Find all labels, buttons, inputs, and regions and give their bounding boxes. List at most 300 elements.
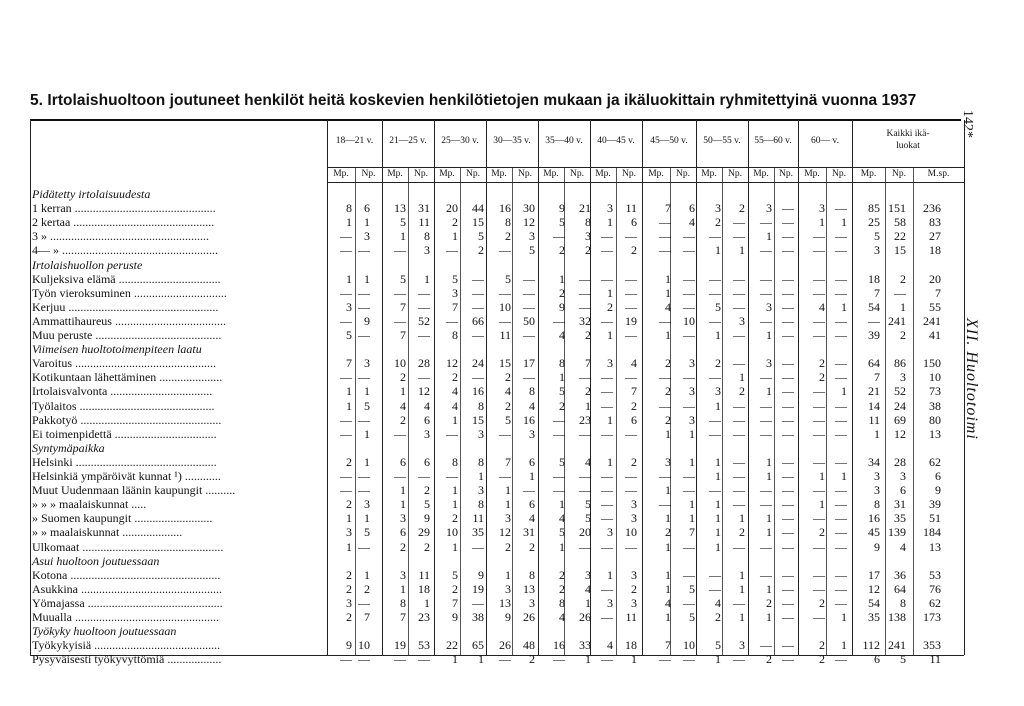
row-label: Varoitus ...............................................: [32, 356, 216, 371]
table-cell: 62: [929, 454, 941, 469]
table-cell: —: [813, 412, 825, 427]
table-cell: 20: [579, 525, 591, 540]
table-cell: 1: [346, 215, 352, 230]
table-cell: 13: [523, 581, 535, 596]
table-cell: 2: [665, 384, 671, 399]
table-cell: 1: [766, 229, 772, 244]
table-cell: 1: [505, 483, 511, 498]
table-cell: —: [782, 567, 794, 582]
table-cell: 2: [766, 652, 772, 667]
table-cell: 3: [631, 567, 637, 582]
table-cell: —: [601, 313, 613, 328]
table-cell: 1: [715, 652, 721, 667]
table-cell: —: [683, 299, 695, 314]
table-cell: 1: [819, 469, 825, 483]
table-cell: 1: [739, 370, 745, 385]
table-cell: —: [499, 285, 511, 300]
table-cell: 9: [935, 483, 941, 498]
table-cell: —: [782, 610, 794, 624]
age-group-header: 30—35 v.: [493, 136, 531, 146]
row-label: Kotikuntaan lähettäminen .....................: [32, 370, 223, 385]
table-cell: —: [709, 370, 721, 385]
table-cell: 11: [499, 328, 511, 342]
header-rule: [327, 167, 964, 168]
table-cell: 18: [418, 581, 430, 596]
table-cell: —: [683, 370, 695, 385]
table-cell: 1: [346, 539, 352, 554]
table-cell: 8: [400, 595, 406, 610]
table-cell: 58: [894, 215, 906, 230]
table-cell: 2: [364, 581, 370, 596]
table-cell: 1: [364, 511, 370, 526]
row-label: Helsinkiä ympäröivät kunnat ¹) ............: [32, 469, 221, 483]
table-cell: —: [733, 412, 745, 427]
table-cell: —: [835, 328, 847, 342]
table-cell: 1: [715, 539, 721, 554]
table-cell: 4: [505, 384, 511, 399]
subheader-np: Np.: [892, 169, 906, 179]
table-cell: —: [418, 469, 430, 483]
table-cell: —: [446, 243, 458, 258]
table-cell: 15: [472, 412, 484, 427]
table-cell: 83: [929, 215, 941, 230]
table-cell: 1: [364, 215, 370, 230]
table-cell: 73: [929, 384, 941, 399]
table-cell: 7: [505, 454, 511, 469]
table-cell: 8: [900, 595, 906, 610]
table-cell: 1: [478, 469, 484, 483]
table-cell: 33: [579, 638, 591, 653]
table-cell: 3: [400, 567, 406, 582]
table-cell: —: [446, 426, 458, 441]
table-cell: 3: [607, 525, 613, 540]
table-cell: 236: [923, 201, 941, 216]
table-cell: 4: [529, 511, 535, 526]
table-cell: 2: [505, 398, 511, 413]
table-cell: —: [601, 581, 613, 596]
table-cell: 12: [499, 525, 511, 540]
table-cell: 1: [665, 511, 671, 526]
table-cell: —: [813, 581, 825, 596]
table-cell: 23: [418, 610, 430, 624]
table-cell: 6: [631, 215, 637, 230]
table-cell: 48: [523, 638, 535, 653]
subheader-mp: Mp.: [648, 169, 664, 179]
subheader-mp: Mp.: [860, 169, 877, 179]
table-cell: —: [709, 483, 721, 498]
table-cell: 6: [631, 412, 637, 427]
table-cell: 2: [900, 271, 906, 286]
table-cell: 1: [841, 610, 847, 624]
table-cell: —: [813, 285, 825, 300]
table-cell: 3: [715, 201, 721, 216]
table-cell: —: [782, 525, 794, 540]
table-cell: 1: [739, 243, 745, 258]
table-cell: 65: [472, 638, 484, 653]
table-cell: 2: [346, 610, 352, 624]
table-cell: 3: [874, 483, 880, 498]
subheader-np: Np.: [518, 169, 532, 179]
table-cell: —: [340, 469, 352, 483]
page-number: 142*: [960, 110, 975, 138]
table-cell: —: [760, 497, 772, 512]
table-cell: 1: [424, 271, 430, 286]
table-cell: 2: [819, 652, 825, 667]
table-cell: 15: [894, 243, 906, 258]
table-cell: 8: [874, 497, 880, 512]
table-cell: —: [659, 215, 671, 230]
table-cell: 4: [665, 299, 671, 314]
table-cell: 3: [585, 229, 591, 244]
table-cell: —: [733, 454, 745, 469]
table-cell: —: [394, 652, 406, 667]
table-cell: 8: [529, 567, 535, 582]
table-cell: —: [733, 595, 745, 610]
table-cell: —: [782, 370, 794, 385]
table-cell: —: [625, 271, 637, 286]
row-label: Työlaitos .............................................: [32, 398, 215, 413]
table-cell: —: [579, 539, 591, 554]
age-group-header: 21—25 v.: [389, 136, 427, 146]
table-cell: —: [553, 313, 565, 328]
table-cell: 3: [585, 567, 591, 582]
subheader-np: Np.: [570, 169, 584, 179]
table-cell: 3: [631, 511, 637, 526]
table-cell: —: [659, 497, 671, 512]
table-cell: 5: [400, 215, 406, 230]
table-cell: —: [523, 285, 535, 300]
table-cell: 5: [559, 384, 565, 399]
table-cell: —: [733, 497, 745, 512]
row-label: Muualla ................................................: [32, 610, 219, 624]
table-cell: 8: [505, 215, 511, 230]
table-cell: 10: [625, 525, 637, 540]
table-cell: 53: [418, 638, 430, 653]
table-cell: 5: [505, 271, 511, 286]
table-cell: —: [733, 398, 745, 413]
table-cell: —: [782, 313, 794, 328]
row-label: Pakkotyö ...............................................: [32, 412, 222, 427]
table-cell: —: [340, 426, 352, 441]
table-cell: —: [683, 483, 695, 498]
table-cell: —: [835, 497, 847, 512]
table-cell: 18: [625, 638, 637, 653]
table-cell: 38: [929, 398, 941, 413]
table-cell: —: [813, 243, 825, 258]
table-cell: 1: [715, 454, 721, 469]
table-cell: —: [358, 299, 370, 314]
table-cell: —: [358, 285, 370, 300]
subheader-mp: Mp.: [387, 169, 403, 179]
section-heading: Asui huoltoon joutuessaan: [32, 553, 160, 568]
table-cell: 2: [900, 328, 906, 342]
age-group-header: 55—60 v.: [754, 136, 792, 146]
table-cell: —: [782, 215, 794, 230]
table-cell: 1: [739, 610, 745, 624]
table-cell: —: [625, 539, 637, 554]
table-cell: 1: [766, 525, 772, 540]
table-cell: 20: [446, 201, 458, 216]
table-cell: 5: [559, 525, 565, 540]
table-cell: 139: [888, 525, 906, 540]
table-cell: —: [579, 370, 591, 385]
table-cell: 6: [689, 201, 695, 216]
table-cell: 2: [452, 511, 458, 526]
subheader-rule: [327, 182, 964, 183]
table-cell: —: [499, 313, 511, 328]
table-cell: 9: [874, 539, 880, 554]
row-label: » Suomen kaupungit ..........................: [32, 511, 213, 526]
table-cell: —: [340, 483, 352, 498]
table-cell: 10: [499, 299, 511, 314]
table-cell: —: [835, 412, 847, 427]
table-cell: 1: [452, 652, 458, 667]
table-cell: —: [813, 511, 825, 526]
table-cell: 2: [819, 525, 825, 540]
table-cell: 11: [418, 215, 430, 230]
table-cell: 5: [400, 271, 406, 286]
table-cell: 6: [400, 454, 406, 469]
table-cell: 1: [478, 652, 484, 667]
table-cell: 1: [400, 384, 406, 399]
table-cell: —: [472, 299, 484, 314]
table-cell: 13: [929, 426, 941, 441]
table-cell: 1: [346, 511, 352, 526]
table-cell: 1: [452, 483, 458, 498]
table-cell: —: [683, 567, 695, 582]
table-cell: 6: [529, 497, 535, 512]
table-cell: 26: [523, 610, 535, 624]
table-cell: —: [579, 426, 591, 441]
table-cell: 5: [424, 497, 430, 512]
table-cell: —: [625, 328, 637, 342]
table-cell: 7: [400, 328, 406, 342]
table-cell: —: [499, 426, 511, 441]
table-cell: 3: [529, 229, 535, 244]
table-cell: 5: [689, 581, 695, 596]
table-cell: 6: [400, 525, 406, 540]
table-cell: —: [553, 229, 565, 244]
table-cell: 35: [868, 610, 880, 624]
table-cell: —: [813, 398, 825, 413]
table-cell: —: [733, 483, 745, 498]
table-cell: 1: [715, 511, 721, 526]
table-cell: 1: [505, 497, 511, 512]
table-cell: 10: [683, 638, 695, 653]
table-cell: 2: [346, 581, 352, 596]
table-cell: 31: [894, 497, 906, 512]
table-cell: 1: [766, 469, 772, 483]
table-cell: —: [394, 313, 406, 328]
table-cell: 19: [472, 581, 484, 596]
table-cell: 1: [559, 370, 565, 385]
table-cell: 1: [346, 398, 352, 413]
table-cell: —: [760, 215, 772, 230]
table-cell: 7: [400, 610, 406, 624]
table-cell: —: [553, 483, 565, 498]
table-cell: 2: [766, 595, 772, 610]
table-cell: 39: [929, 497, 941, 512]
table-cell: 3: [739, 313, 745, 328]
table-cell: 1: [529, 469, 535, 483]
table-cell: —: [358, 595, 370, 610]
table-cell: 21: [579, 201, 591, 216]
table-cell: 1: [400, 581, 406, 596]
table-cell: 8: [478, 398, 484, 413]
table-cell: —: [835, 483, 847, 498]
table-cell: 7: [874, 285, 880, 300]
table-cell: 5: [364, 525, 370, 540]
table-cell: 85: [868, 201, 880, 216]
table-cell: 2: [631, 243, 637, 258]
table-cell: —: [683, 398, 695, 413]
table-cell: 2: [665, 356, 671, 371]
table-cell: 1: [400, 229, 406, 244]
table-cell: —: [601, 652, 613, 667]
table-cell: —: [394, 426, 406, 441]
table-cell: —: [418, 652, 430, 667]
table-cell: —: [553, 652, 565, 667]
table-cell: 35: [894, 511, 906, 526]
table-cell: —: [499, 469, 511, 483]
table-cell: 1: [715, 469, 721, 483]
table-cell: —: [782, 328, 794, 342]
table-cell: —: [813, 539, 825, 554]
table-cell: —: [782, 398, 794, 413]
table-cell: —: [601, 469, 613, 483]
table-cell: 12: [523, 215, 535, 230]
table-cell: 1: [452, 229, 458, 244]
table-cell: 7: [689, 525, 695, 540]
table-cell: 2: [585, 328, 591, 342]
subheader-np: Np.: [676, 169, 690, 179]
table-cell: —: [683, 243, 695, 258]
table-cell: 11: [929, 652, 941, 667]
table-cell: —: [683, 285, 695, 300]
table-cell: 1: [424, 595, 430, 610]
table-cell: 9: [505, 610, 511, 624]
table-cell: 7: [364, 610, 370, 624]
table-cell: 1: [607, 328, 613, 342]
table-cell: 1: [452, 539, 458, 554]
table-cell: 2: [819, 595, 825, 610]
table-cell: 50: [523, 313, 535, 328]
table-cell: —: [782, 299, 794, 314]
table-cell: 5: [478, 229, 484, 244]
table-cell: —: [782, 243, 794, 258]
table-cell: 184: [923, 525, 941, 540]
subheader-np: Np.: [466, 169, 480, 179]
table-cell: —: [683, 595, 695, 610]
table-cell: 3: [529, 595, 535, 610]
table-cell: 25: [868, 215, 880, 230]
table-cell: —: [340, 652, 352, 667]
table-cell: 1: [452, 497, 458, 512]
table-cell: —: [683, 328, 695, 342]
table-cell: 5: [364, 398, 370, 413]
table-cell: —: [835, 271, 847, 286]
table-cell: 4: [715, 595, 721, 610]
table-cell: 2: [559, 567, 565, 582]
table-cell: —: [659, 243, 671, 258]
subheader-np: Np.: [728, 169, 742, 179]
table-cell: 7: [452, 299, 458, 314]
table-cell: —: [782, 483, 794, 498]
table-cell: 7: [665, 638, 671, 653]
table-cell: 7: [935, 285, 941, 300]
subheader-mp: Mp.: [595, 169, 611, 179]
table-cell: 6: [874, 652, 880, 667]
row-label: 1 kerran ...............................................: [32, 201, 216, 216]
table-cell: —: [625, 426, 637, 441]
table-cell: 32: [579, 313, 591, 328]
table-cell: 2: [715, 215, 721, 230]
row-label: Ammattihaureus .....................................: [32, 313, 226, 328]
table-cell: 1: [607, 567, 613, 582]
table-cell: 28: [418, 356, 430, 371]
table-cell: 3: [529, 426, 535, 441]
table-cell: 51: [929, 511, 941, 526]
table-cell: 5: [452, 271, 458, 286]
subheader-np: Np.: [361, 169, 376, 179]
table-cell: —: [782, 426, 794, 441]
table-cell: 3: [900, 469, 906, 483]
table-cell: 19: [625, 313, 637, 328]
table-cell: 3: [505, 511, 511, 526]
table-cell: 353: [923, 638, 941, 653]
table-cell: —: [472, 595, 484, 610]
table-cell: 9: [346, 638, 352, 653]
table-cell: 2: [452, 581, 458, 596]
table-cell: 7: [631, 384, 637, 399]
table-cell: —: [601, 271, 613, 286]
subheader-mp: Mp.: [439, 169, 455, 179]
table-cell: 3: [607, 595, 613, 610]
table-cell: 4: [900, 539, 906, 554]
table-cell: 4: [559, 328, 565, 342]
table-cell: 1: [559, 539, 565, 554]
table-cell: 6: [529, 454, 535, 469]
table-cell: 8: [585, 215, 591, 230]
subheader-np: Np.: [414, 169, 428, 179]
table-cell: —: [835, 243, 847, 258]
table-cell: —: [760, 483, 772, 498]
table-left-rule: [30, 120, 31, 655]
table-cell: 7: [874, 370, 880, 385]
table-cell: 5: [505, 412, 511, 427]
table-cell: 1: [607, 215, 613, 230]
table-cell: 2: [559, 285, 565, 300]
table-cell: 76: [929, 581, 941, 596]
table-cell: 2: [346, 454, 352, 469]
table-cell: 2: [559, 398, 565, 413]
table-cell: —: [709, 412, 721, 427]
table-cell: 30: [523, 201, 535, 216]
table-cell: 3: [400, 511, 406, 526]
table-cell: —: [813, 229, 825, 244]
table-cell: 16: [553, 638, 565, 653]
table-cell: 18: [929, 243, 941, 258]
table-cell: 2: [631, 581, 637, 596]
table-cell: 12: [894, 426, 906, 441]
table-cell: —: [625, 469, 637, 483]
table-cell: —: [709, 313, 721, 328]
table-cell: 1: [841, 384, 847, 399]
table-cell: —: [579, 469, 591, 483]
table-cell: —: [782, 412, 794, 427]
table-cell: 2: [400, 370, 406, 385]
subheader-mp: Mp.: [333, 169, 349, 179]
